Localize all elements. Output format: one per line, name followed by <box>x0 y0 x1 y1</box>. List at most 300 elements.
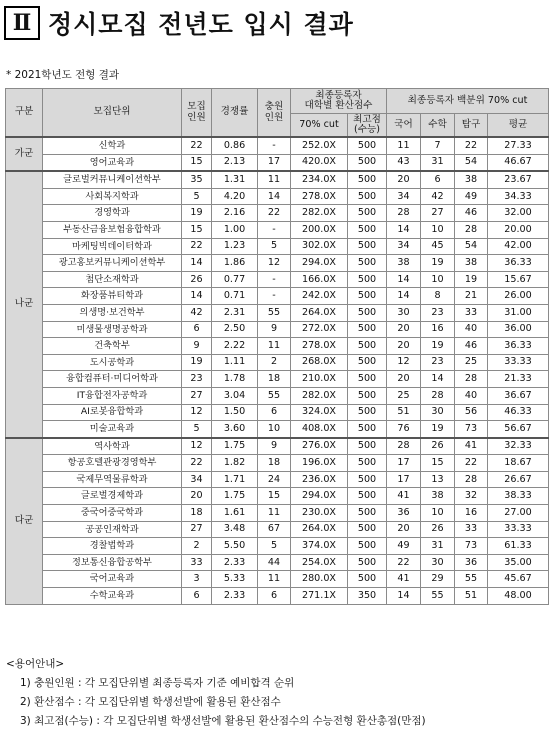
korean-cell: 17 <box>387 455 421 472</box>
average-cell: 34.33 <box>488 188 549 205</box>
table-row <box>6 321 549 338</box>
math-cell: 10 <box>421 221 455 238</box>
korean-cell: 49 <box>387 538 421 555</box>
cut70-cell: 196.0X <box>291 455 348 472</box>
average-cell: 42.00 <box>488 238 549 255</box>
quota-cell: 12 <box>182 404 212 421</box>
competition-cell: 2.13 <box>212 154 258 171</box>
quota-cell: 9 <box>182 338 212 355</box>
math-cell: 23 <box>421 304 455 321</box>
unit-name-cell: 항공호텔관광경영학부 <box>43 455 182 472</box>
unit-name-cell: 화장품뷰티학과 <box>43 288 182 305</box>
max-score-cell: 500 <box>348 188 387 205</box>
quota-cell: 12 <box>182 438 212 455</box>
max-score-cell: 500 <box>348 171 387 188</box>
average-cell: 46.67 <box>488 154 549 171</box>
average-cell: 36.33 <box>488 338 549 355</box>
average-cell: 36.67 <box>488 387 549 404</box>
korean-cell: 51 <box>387 404 421 421</box>
math-cell: 13 <box>421 471 455 488</box>
table-row <box>6 271 549 288</box>
unit-name-cell: IT융합전자공학과 <box>43 387 182 404</box>
table-row <box>6 438 549 455</box>
math-cell: 26 <box>421 438 455 455</box>
competition-cell: 1.61 <box>212 505 258 522</box>
extra-cell: 55 <box>258 387 291 404</box>
header-avg: 평균 <box>488 114 549 138</box>
average-cell: 26.67 <box>488 471 549 488</box>
cut70-cell: 210.0X <box>291 371 348 388</box>
unit-name-cell: 사회복지학과 <box>43 188 182 205</box>
header-competition: 경쟁률 <box>212 89 258 138</box>
unit-name-cell: 의생명·보건학부 <box>43 304 182 321</box>
table-row <box>6 505 549 522</box>
cut70-cell: 254.0X <box>291 554 348 571</box>
competition-cell: 3.60 <box>212 421 258 438</box>
average-cell: 38.33 <box>488 488 549 505</box>
unit-name-cell: 광고홍보커뮤니케이션학부 <box>43 255 182 272</box>
competition-cell: 1.75 <box>212 438 258 455</box>
korean-cell: 11 <box>387 137 421 154</box>
explore-cell: 33 <box>455 304 488 321</box>
cut70-cell: 374.0X <box>291 538 348 555</box>
max-score-cell: 500 <box>348 571 387 588</box>
quota-cell: 15 <box>182 221 212 238</box>
quota-cell: 5 <box>182 188 212 205</box>
cut70-cell: 280.0X <box>291 571 348 588</box>
competition-cell: 0.77 <box>212 271 258 288</box>
header-division: 구분 <box>6 89 43 138</box>
math-cell: 14 <box>421 371 455 388</box>
extra-cell: 55 <box>258 304 291 321</box>
average-cell: 27.33 <box>488 137 549 154</box>
unit-name-cell: 건축학부 <box>43 338 182 355</box>
explore-cell: 28 <box>455 221 488 238</box>
average-cell: 20.00 <box>488 221 549 238</box>
math-cell: 31 <box>421 538 455 555</box>
explore-cell: 46 <box>455 338 488 355</box>
max-score-cell: 500 <box>348 271 387 288</box>
korean-cell: 14 <box>387 588 421 605</box>
korean-cell: 43 <box>387 154 421 171</box>
glossary-heading: <용어안내> <box>6 658 65 670</box>
math-cell: 27 <box>421 205 455 222</box>
korean-cell: 22 <box>387 554 421 571</box>
math-cell: 30 <box>421 554 455 571</box>
extra-cell: 6 <box>258 588 291 605</box>
unit-name-cell: 영어교육과 <box>43 154 182 171</box>
korean-cell: 41 <box>387 488 421 505</box>
math-cell: 8 <box>421 288 455 305</box>
max-score-cell: 500 <box>348 521 387 538</box>
table-row <box>6 421 549 438</box>
quota-cell: 6 <box>182 321 212 338</box>
competition-cell: 2.33 <box>212 588 258 605</box>
average-cell: 32.33 <box>488 438 549 455</box>
cut70-cell: 324.0X <box>291 404 348 421</box>
glossary-item: 1) 충원인원 : 각 모집단위별 최종등록자 기준 예비합격 순위 <box>20 677 295 689</box>
glossary <box>6 655 426 731</box>
explore-cell: 16 <box>455 505 488 522</box>
korean-cell: 14 <box>387 221 421 238</box>
cut70-cell: 200.0X <box>291 221 348 238</box>
explore-cell: 73 <box>455 421 488 438</box>
group-label: 가군 <box>6 137 43 171</box>
math-cell: 15 <box>421 455 455 472</box>
max-score-cell: 350 <box>348 588 387 605</box>
quota-cell: 35 <box>182 171 212 188</box>
cut70-cell: 278.0X <box>291 338 348 355</box>
table-row <box>6 255 549 272</box>
header-final-score: 최종등록자 대학별 환산점수 <box>291 89 387 114</box>
table-row <box>6 205 549 222</box>
competition-cell: 5.50 <box>212 538 258 555</box>
math-cell: 10 <box>421 271 455 288</box>
extra-cell: - <box>258 288 291 305</box>
average-cell: 46.33 <box>488 404 549 421</box>
unit-name-cell: 경영학과 <box>43 205 182 222</box>
competition-cell: 1.11 <box>212 354 258 371</box>
max-score-cell: 500 <box>348 255 387 272</box>
quota-cell: 14 <box>182 255 212 272</box>
competition-cell: 3.48 <box>212 521 258 538</box>
cut70-cell: 264.0X <box>291 304 348 321</box>
extra-cell: 11 <box>258 338 291 355</box>
unit-name-cell: 신학과 <box>43 137 182 154</box>
max-score-cell: 500 <box>348 205 387 222</box>
explore-cell: 73 <box>455 538 488 555</box>
average-cell: 48.00 <box>488 588 549 605</box>
quota-cell: 19 <box>182 205 212 222</box>
table-row <box>6 338 549 355</box>
extra-cell: - <box>258 221 291 238</box>
explore-cell: 54 <box>455 238 488 255</box>
korean-cell: 14 <box>387 271 421 288</box>
korean-cell: 20 <box>387 171 421 188</box>
cut70-cell: 420.0X <box>291 154 348 171</box>
extra-cell: 11 <box>258 171 291 188</box>
math-cell: 55 <box>421 588 455 605</box>
quota-cell: 19 <box>182 354 212 371</box>
korean-cell: 28 <box>387 205 421 222</box>
average-cell: 36.00 <box>488 321 549 338</box>
competition-cell: 5.33 <box>212 571 258 588</box>
competition-cell: 4.20 <box>212 188 258 205</box>
math-cell: 10 <box>421 505 455 522</box>
competition-cell: 1.31 <box>212 171 258 188</box>
unit-name-cell: 국제무역물류학과 <box>43 471 182 488</box>
table-row <box>6 554 549 571</box>
explore-cell: 56 <box>455 404 488 421</box>
cut70-cell: 294.0X <box>291 488 348 505</box>
header-explore: 탐구 <box>455 114 488 138</box>
average-cell: 35.00 <box>488 554 549 571</box>
competition-cell: 0.86 <box>212 137 258 154</box>
max-score-cell: 500 <box>348 154 387 171</box>
max-score-cell: 500 <box>348 404 387 421</box>
page-title <box>4 4 354 42</box>
korean-cell: 20 <box>387 321 421 338</box>
competition-cell: 1.00 <box>212 221 258 238</box>
math-cell: 26 <box>421 521 455 538</box>
cut70-cell: 230.0X <box>291 505 348 522</box>
extra-cell: 18 <box>258 371 291 388</box>
extra-cell: 6 <box>258 404 291 421</box>
header-extra: 충원 인원 <box>258 89 291 138</box>
cut70-cell: 294.0X <box>291 255 348 272</box>
cut70-cell: 268.0X <box>291 354 348 371</box>
cut70-cell: 282.0X <box>291 387 348 404</box>
competition-cell: 1.75 <box>212 488 258 505</box>
quota-cell: 22 <box>182 455 212 472</box>
unit-name-cell: 수학교육과 <box>43 588 182 605</box>
competition-cell: 2.33 <box>212 554 258 571</box>
korean-cell: 20 <box>387 371 421 388</box>
extra-cell: 2 <box>258 354 291 371</box>
max-score-cell: 500 <box>348 455 387 472</box>
competition-cell: 1.50 <box>212 404 258 421</box>
glossary-item: 2) 환산점수 : 각 모집단위별 학생선발에 활용된 환산점수 <box>20 696 281 708</box>
extra-cell: 9 <box>258 438 291 455</box>
extra-cell: 5 <box>258 538 291 555</box>
cut70-cell: 271.1X <box>291 588 348 605</box>
math-cell: 38 <box>421 488 455 505</box>
cut70-cell: 242.0X <box>291 288 348 305</box>
average-cell: 56.67 <box>488 421 549 438</box>
cut70-cell: 278.0X <box>291 188 348 205</box>
quota-cell: 20 <box>182 488 212 505</box>
math-cell: 19 <box>421 255 455 272</box>
korean-cell: 30 <box>387 304 421 321</box>
average-cell: 18.67 <box>488 455 549 472</box>
extra-cell: 14 <box>258 188 291 205</box>
math-cell: 23 <box>421 354 455 371</box>
table-row <box>6 221 549 238</box>
results-body <box>6 137 549 604</box>
explore-cell: 28 <box>455 371 488 388</box>
max-score-cell: 500 <box>348 538 387 555</box>
max-score-cell: 500 <box>348 288 387 305</box>
korean-cell: 41 <box>387 571 421 588</box>
unit-name-cell: 공공인재학과 <box>43 521 182 538</box>
math-cell: 16 <box>421 321 455 338</box>
explore-cell: 41 <box>455 438 488 455</box>
unit-name-cell: 마케팅빅데이터학과 <box>43 238 182 255</box>
average-cell: 23.67 <box>488 171 549 188</box>
max-score-cell: 500 <box>348 371 387 388</box>
math-cell: 28 <box>421 387 455 404</box>
math-cell: 7 <box>421 137 455 154</box>
competition-cell: 2.31 <box>212 304 258 321</box>
average-cell: 36.33 <box>488 255 549 272</box>
table-row <box>6 137 549 154</box>
explore-cell: 21 <box>455 288 488 305</box>
quota-cell: 27 <box>182 387 212 404</box>
quota-cell: 42 <box>182 304 212 321</box>
unit-name-cell: 글로벌커뮤니케이션학부 <box>43 171 182 188</box>
table-row <box>6 354 549 371</box>
page-title-text: 정시모집 전년도 입시 결과 <box>48 10 354 39</box>
quota-cell: 27 <box>182 521 212 538</box>
table-row <box>6 154 549 171</box>
unit-name-cell: 국어교육과 <box>43 571 182 588</box>
competition-cell: 2.16 <box>212 205 258 222</box>
cut70-cell: 302.0X <box>291 238 348 255</box>
header-percentile: 최종등록자 백분위 70% cut <box>387 89 549 114</box>
max-score-cell: 500 <box>348 221 387 238</box>
explore-cell: 22 <box>455 455 488 472</box>
korean-cell: 34 <box>387 188 421 205</box>
explore-cell: 40 <box>455 387 488 404</box>
table-row <box>6 471 549 488</box>
header-unit: 모집단위 <box>43 89 182 138</box>
math-cell: 30 <box>421 404 455 421</box>
math-cell: 31 <box>421 154 455 171</box>
korean-cell: 25 <box>387 387 421 404</box>
average-cell: 33.33 <box>488 354 549 371</box>
average-cell: 61.33 <box>488 538 549 555</box>
explore-cell: 28 <box>455 471 488 488</box>
quota-cell: 6 <box>182 588 212 605</box>
explore-cell: 51 <box>455 588 488 605</box>
unit-name-cell: 미생물생명공학과 <box>43 321 182 338</box>
max-score-cell: 500 <box>348 321 387 338</box>
explore-cell: 38 <box>455 171 488 188</box>
max-score-cell: 500 <box>348 438 387 455</box>
competition-cell: 0.71 <box>212 288 258 305</box>
average-cell: 32.00 <box>488 205 549 222</box>
quota-cell: 14 <box>182 288 212 305</box>
cut70-cell: 408.0X <box>291 421 348 438</box>
korean-cell: 36 <box>387 505 421 522</box>
quota-cell: 22 <box>182 238 212 255</box>
korean-cell: 28 <box>387 438 421 455</box>
extra-cell: 12 <box>258 255 291 272</box>
quota-cell: 34 <box>182 471 212 488</box>
average-cell: 33.33 <box>488 521 549 538</box>
extra-cell: 17 <box>258 154 291 171</box>
cut70-cell: 272.0X <box>291 321 348 338</box>
unit-name-cell: 정보통신융합공학부 <box>43 554 182 571</box>
extra-cell: - <box>258 271 291 288</box>
max-score-cell: 500 <box>348 387 387 404</box>
competition-cell: 1.82 <box>212 455 258 472</box>
explore-cell: 54 <box>455 154 488 171</box>
table-row <box>6 171 549 188</box>
average-cell: 27.00 <box>488 505 549 522</box>
header-quota: 모집 인원 <box>182 89 212 138</box>
extra-cell: 22 <box>258 205 291 222</box>
table-row <box>6 488 549 505</box>
korean-cell: 14 <box>387 288 421 305</box>
explore-cell: 33 <box>455 521 488 538</box>
quota-cell: 5 <box>182 421 212 438</box>
unit-name-cell: 미술교육과 <box>43 421 182 438</box>
max-score-cell: 500 <box>348 304 387 321</box>
average-cell: 45.67 <box>488 571 549 588</box>
unit-name-cell: 첨단소재학과 <box>43 271 182 288</box>
admission-results-table <box>5 88 549 605</box>
table-row <box>6 521 549 538</box>
extra-cell: 11 <box>258 505 291 522</box>
table-row <box>6 588 549 605</box>
max-score-cell: 500 <box>348 137 387 154</box>
cut70-cell: 252.0X <box>291 137 348 154</box>
unit-name-cell: 역사학과 <box>43 438 182 455</box>
extra-cell: 5 <box>258 238 291 255</box>
glossary-item: 3) 최고점(수능) : 각 모집단위별 학생선발에 활용된 환산점수의 수능전형 환산총점(만점) <box>20 715 426 727</box>
korean-cell: 12 <box>387 354 421 371</box>
extra-cell: 67 <box>258 521 291 538</box>
quota-cell: 18 <box>182 505 212 522</box>
extra-cell: 9 <box>258 321 291 338</box>
quota-cell: 15 <box>182 154 212 171</box>
cut70-cell: 282.0X <box>291 205 348 222</box>
extra-cell: 10 <box>258 421 291 438</box>
explore-cell: 55 <box>455 571 488 588</box>
average-cell: 26.00 <box>488 288 549 305</box>
korean-cell: 17 <box>387 471 421 488</box>
max-score-cell: 500 <box>348 238 387 255</box>
competition-cell: 3.04 <box>212 387 258 404</box>
korean-cell: 76 <box>387 421 421 438</box>
explore-cell: 32 <box>455 488 488 505</box>
header-cut70: 70% cut <box>291 114 348 138</box>
table-row <box>6 387 549 404</box>
extra-cell: 24 <box>258 471 291 488</box>
explore-cell: 46 <box>455 205 488 222</box>
quota-cell: 22 <box>182 137 212 154</box>
unit-name-cell: AI로봇융합학과 <box>43 404 182 421</box>
competition-cell: 1.23 <box>212 238 258 255</box>
unit-name-cell: 도시공학과 <box>43 354 182 371</box>
math-cell: 29 <box>421 571 455 588</box>
table-row <box>6 288 549 305</box>
quota-cell: 26 <box>182 271 212 288</box>
explore-cell: 19 <box>455 271 488 288</box>
korean-cell: 20 <box>387 521 421 538</box>
table-row <box>6 404 549 421</box>
table-caption: * 2021학년도 전형 결과 <box>6 69 119 81</box>
table-row <box>6 571 549 588</box>
unit-name-cell: 융합컴퓨터·미디어학과 <box>43 371 182 388</box>
average-cell: 15.67 <box>488 271 549 288</box>
explore-cell: 49 <box>455 188 488 205</box>
explore-cell: 36 <box>455 554 488 571</box>
explore-cell: 22 <box>455 137 488 154</box>
cut70-cell: 276.0X <box>291 438 348 455</box>
table-row <box>6 188 549 205</box>
extra-cell: 18 <box>258 455 291 472</box>
korean-cell: 38 <box>387 255 421 272</box>
explore-cell: 40 <box>455 321 488 338</box>
table-row <box>6 238 549 255</box>
unit-name-cell: 글로벌경제학과 <box>43 488 182 505</box>
table-row <box>6 538 549 555</box>
competition-cell: 2.22 <box>212 338 258 355</box>
max-score-cell: 500 <box>348 338 387 355</box>
group-label: 다군 <box>6 438 43 604</box>
competition-cell: 1.86 <box>212 255 258 272</box>
extra-cell: 11 <box>258 571 291 588</box>
max-score-cell: 500 <box>348 554 387 571</box>
max-score-cell: 500 <box>348 488 387 505</box>
extra-cell: 44 <box>258 554 291 571</box>
average-cell: 21.33 <box>488 371 549 388</box>
math-cell: 6 <box>421 171 455 188</box>
competition-cell: 1.78 <box>212 371 258 388</box>
max-score-cell: 500 <box>348 505 387 522</box>
